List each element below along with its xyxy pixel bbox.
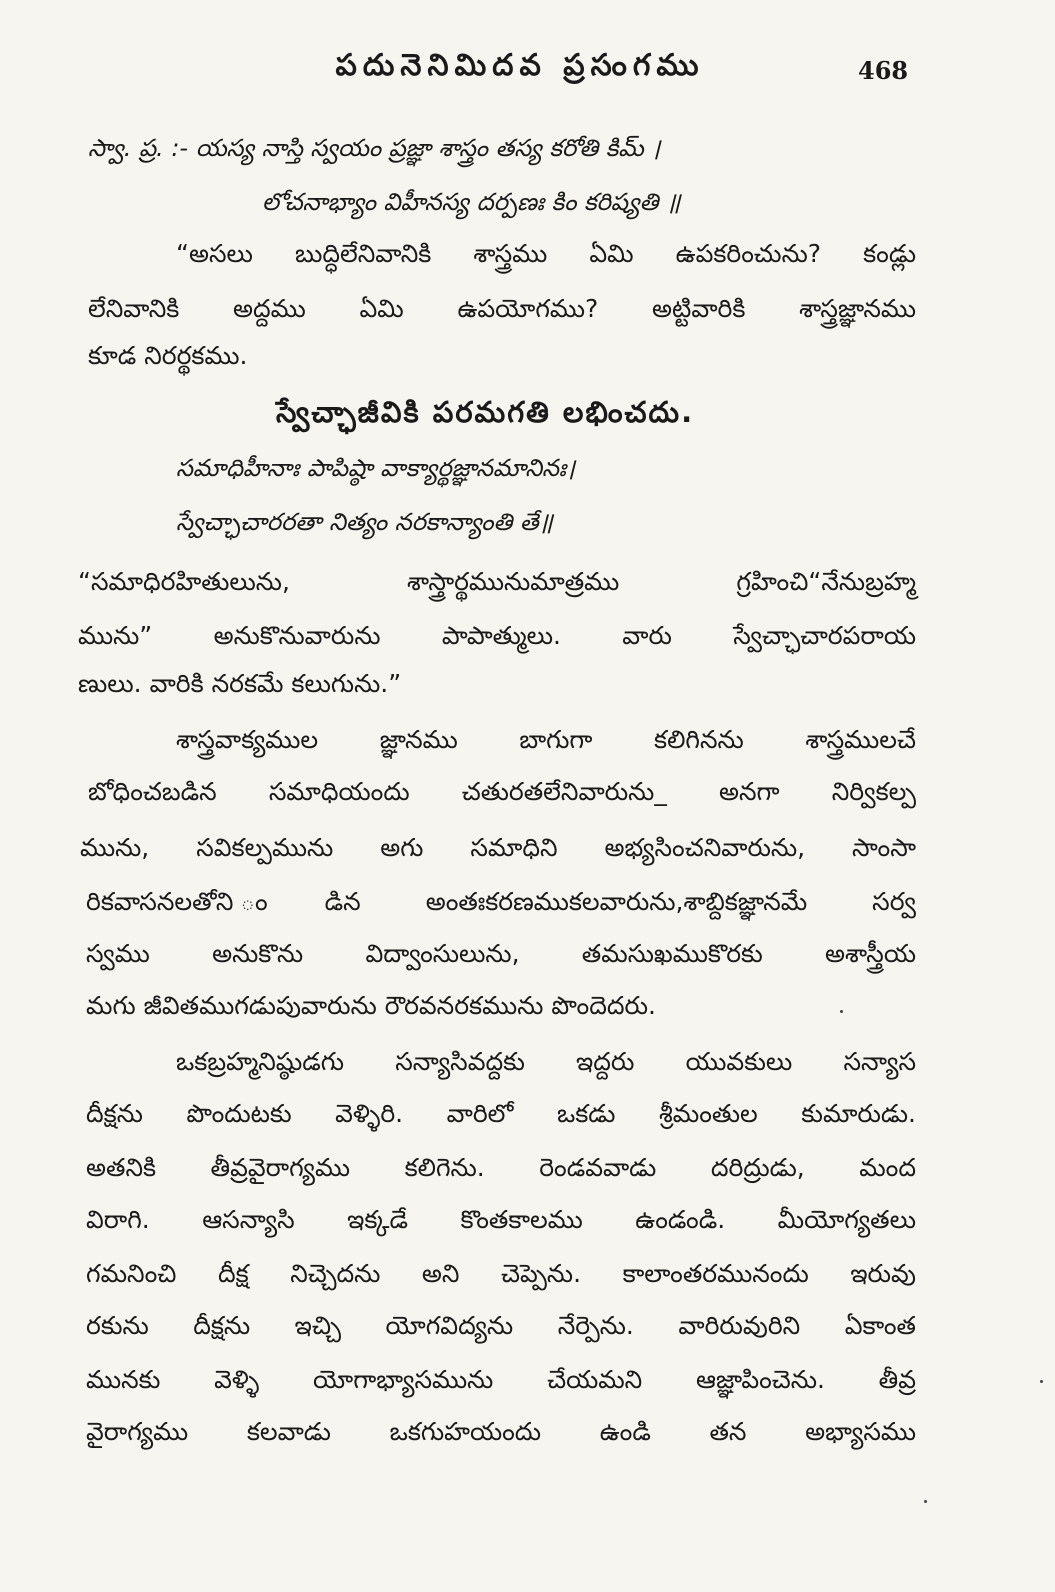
- paragraph-line: ఒకబ్రహ్మనిష్ఠుడగు సన్యాసివద్దకు ఇద్దరు యువకులు సన్యాస: [176, 1047, 916, 1076]
- paragraph-line: అతనికి తీవ్రవైరాగ్యము కలిగెను. రెండవవాడు దరిద్రుడు, మంద: [86, 1153, 916, 1182]
- paragraph-line: మును, సవికల్పమును అగు సమాధిని అభ్యసించనివారును, సాంసా: [80, 833, 916, 862]
- verse-line: స్వా. ప్ర. :- యస్య నాస్తి స్వయం ప్రజ్ఞా శాస్త్రం తస్య కరోతి కిమ్ ।: [88, 134, 661, 162]
- verse-line: సమాధిహీనాః పాపిష్ఠా వాక్యార్థజ్ఞానమానినః।: [176, 454, 576, 482]
- paragraph-line: వైరాగ్యము కలవాడు ఒకగుహయందు ఉండి తన అభ్యాసము: [86, 1417, 916, 1446]
- scan-speck: [840, 1010, 843, 1013]
- paragraph-line: మును” అనుకొనువారును పాపాత్ములు. వారు స్వేచ్ఛాచారపరాయ: [78, 621, 916, 650]
- paragraph-line: ణులు. వారికి నరకమే కలుగును.”: [78, 669, 402, 698]
- verse-line: లోచనాభ్యాం విహీనస్య దర్పణః కిం కరిష్యతి ॥: [262, 188, 681, 216]
- paragraph-line: శాస్త్రవాక్యముల జ్ఞానము బాగుగా కలిగినను శాస్త్రములచే: [176, 725, 916, 754]
- chapter-title: పదునెనిమిదవ ప్రసంగము: [335, 48, 705, 83]
- paragraph-line: రికవాసనలతోని ండిన అంతఃకరణముకలవారును,శాబ్దికజ్ఞానమే సర్వ: [86, 887, 916, 916]
- paragraph-line: “అసలు బుద్ధిలేనివానికి శాస్త్రము ఏమి ఉపకరించును? కండ్లు: [176, 239, 916, 268]
- scan-speck: [1040, 1380, 1043, 1383]
- section-subheading: స్వేచ్ఛాజీవికి పరమగతి లభించదు.: [276, 395, 695, 429]
- paragraph-line: విరాగి. ఆసన్యాసి ఇక్కడే కొంతకాలము ఉండండి. మీయోగ్యతలు: [86, 1205, 916, 1234]
- paragraph-line: రకును దీక్షను ఇచ్చి యోగవిద్యను నేర్పెను. వారిరువురిని ఏకాంత: [86, 1311, 916, 1340]
- paragraph-line: కూడ నిరర్థకము.: [88, 341, 248, 370]
- paragraph-line: స్వము అనుకొను విద్వాంసులును, తమసుఖముకొరకు అశాస్త్రీయ: [86, 939, 916, 968]
- paragraph-line: మగు జీవితముగడుపువారును రౌరవనరకమును పొందెదరు.: [86, 991, 656, 1020]
- scan-speck: [924, 1500, 927, 1503]
- verse-line: స్వేచ్ఛాచారరతా నిత్యం నరకాన్యాంతి తే॥: [176, 508, 553, 536]
- paragraph-line: దీక్షను పొందుటకు వెళ్ళిరి. వారిలో ఒకడు శ్రీమంతుల కుమారుడు.: [86, 1099, 916, 1128]
- page-number: 468: [858, 56, 909, 85]
- paragraph-line: లేనివానికి అద్దము ఏమి ఉపయోగము? అట్టివారికి శాస్త్రజ్ఞానము: [88, 294, 916, 323]
- paragraph-line: గమనించి దీక్ష నిచ్చెదను అని చెప్పెను. కాలాంతరమునందు ఇరువు: [86, 1259, 916, 1288]
- paragraph-line: మునకు వెళ్ళి యోగాభ్యాసమును చేయమని ఆజ్ఞాపించెను. తీవ్ర: [86, 1365, 916, 1394]
- paragraph-line: బోధించబడిన సమాధియందు చతురతలేనివారును_ అనగా నిర్వికల్ప: [88, 777, 916, 806]
- paragraph-line: “సమాధిరహితులును, శాస్త్రార్థమునుమాత్రము గ్రహించి“నేనుబ్రహ్మ: [78, 567, 916, 596]
